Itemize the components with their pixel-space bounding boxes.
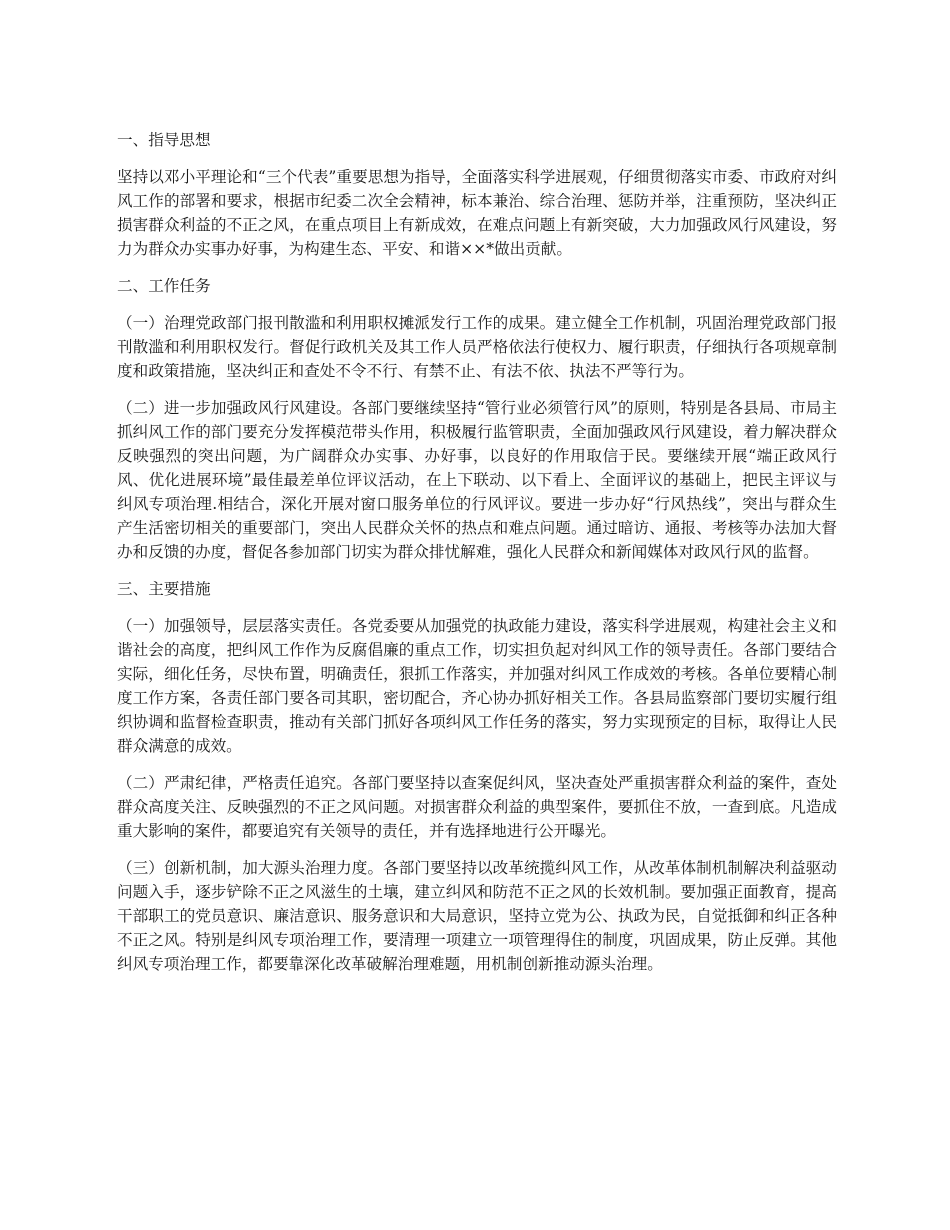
paragraph-measure-3: （三）创新机制，加大源头治理力度。各部门要坚持以改革统揽纠风工作，从改革体制机制解决利益驱动问题入手，逐步铲除不正之风滋生的土壤，建立纠风和防范不正之风的长效机制。要加强正面教育，提高干部职工的党员意识、廉洁意识、服务意识和大局意识，坚持立党为公、执政为民，自觉抵御和纠正各种不正之风。特别是纠风专项治理工作，要清理一项建立一项管理得住的制度，巩固成果，防止反弹。其他纠风专项治理工作，都要靠深化改革破解治理难题，用机制创新推动源头治理。 (117, 859, 837, 973)
section-heading-guiding-thought: 一、指导思想 (117, 131, 211, 149)
section-heading-work-tasks: 二、工作任务 (117, 277, 211, 295)
paragraph-guiding-thought: 坚持以邓小平理论和“三个代表”重要思想为指导，全面落实科学进展观，仔细贯彻落实市委、市政府对纠风工作的部署和要求，根据市纪委二次全会精神，标本兼治、综合治理、惩防并举，注重预防，坚决纠正损害群众利益的不正之风，在重点项目上有新成效，在难点问题上有新突破，大力加强政风行风建设，努力为群众办实事办好事，为构建生态、平安、和谐××*做出贡献。 (117, 168, 837, 258)
paragraph-task-1: （一）治理党政部门报刊散滥和利用职权摊派发行工作的成果。建立健全工作机制，巩固治理党政部门报刊散滥和利用职权发行。督促行政机关及其工作人员严格依法行使权力、履行职责，仔细执行各项规章制度和政策措施，坚决纠正和查处不令不行、有禁不止、有法不依、执法不严等行为。 (117, 314, 837, 380)
paragraph-measure-1: （一）加强领导，层层落实责任。各党委要从加强党的执政能力建设，落实科学进展观，构建社会主义和谐社会的高度，把纠风工作作为反腐倡廉的重点工作，切实担负起对纠风工作的领导责任。各部门要结合实际，细化任务，尽快布置，明确责任，狠抓工作落实，并加强对纠风工作成效的考核。各单位要精心制度工作方案，各责任部门要各司其职，密切配合，齐心协办抓好相关工作。各县局监察部门要切实履行组织协调和监督检查职责，推动有关部门抓好各项纠风工作任务的落实，努力实现预定的目标，取得让人民群众满意的成效。 (117, 617, 837, 755)
document-body (117, 128, 837, 989)
section-heading-main-measures: 三、主要措施 (117, 580, 211, 598)
paragraph-task-2: （二）进一步加强政风行风建设。各部门要继续坚持“管行业必须管行风”的原则，特别是各县局、市局主抓纠风工作的部门要充分发挥模范带头作用，积极履行监管职责，全面加强政风行风建设，着力解决群众反映强烈的突出问题，为广阔群众办实事、办好事，以良好的作用取信于民。要继续开展“端正政风行风、优化进展环境”最佳最差单位评议活动，在上下联动、以下看上、全面评议的基础上，把民主评议与纠风专项治理.相结合，深化开展对窗口服务单位的行风评议。要进一步办好“行风热线”，突出与群众生产生活密切相关的重要部门，突出人民群众关怀的热点和难点问题。通过暗访、通报、考核等办法加大督办和反馈的办度，督促各参加部门切实为群众排忧解难，强化人民群众和新闻媒体对政风行风的监督。 (117, 399, 837, 561)
paragraph-measure-2: （二）严肃纪律，严格责任追究。各部门要坚持以查案促纠风，坚决查处严重损害群众利益的案件，查处群众高度关注、反映强烈的不正之风问题。对损害群众利益的典型案件，要抓住不放，一查到底。凡造成重大影响的案件，都要追究有关领导的责任，并有选择地进行公开曝光。 (117, 774, 837, 840)
